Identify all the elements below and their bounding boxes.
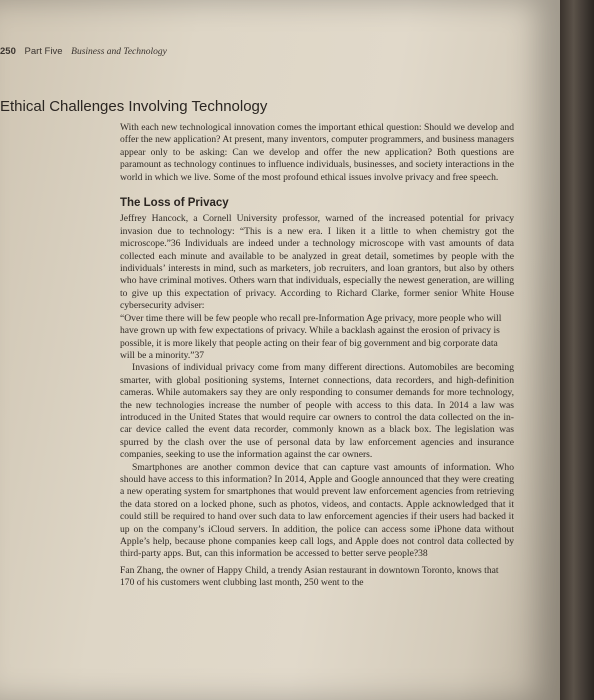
body-text [120, 122, 514, 590]
paragraph-2: Invasions of individual privacy come from many different directions. Automobiles are becoming smarter, with global positioning systems, Internet connections, data recorders, and high-definition cameras. While automakers say they are only responding to consumer demands for more technology, the new technologies increase the number of people with access to this data. In 2014 a law was introduced in the United States that would require car owners to control the data collected on the in-car device called the event data recorder, commonly known as a black box. The legislation was spurred by the clash over the use of personal data by law enforcement agencies and insurance companies, seeking to use the information against the car owners. [120, 362, 514, 461]
block-quote: “Over time there will be few people who recall pre-Information Age privacy, more people who will have grown up with few expectations of privacy. While a backlash against the erosion of privacy is possible, it is more likely that people acting on their fear of big government and big corporate data will be a minority.”37 [120, 312, 502, 361]
subheading: The Loss of Privacy [120, 197, 229, 210]
paragraph-1: Jeffrey Hancock, a Cornell University professor, warned of the increased potential for privacy invasion due to technology: “This is a new era. I liken it a little to when chemistry got the microscope.”36 Individuals are indeed under a technology microscope with vast amounts of data collected each minute and available to be analyzed in great detail, sometimes by people with the individuals’ interests in mind, such as marketers, job recruiters, and loan grantors, but also by others who have criminal motives. Others warn that individuals, especially the newest generation, are willing to give up this expectation of privacy. According to Richard Clarke, former senior White House cybersecurity adviser: [120, 213, 514, 312]
intro-paragraph: With each new technological innovation comes the important ethical question: Should we develop and offer the new application? At present, many inventors, computer programmers, and business managers appear only to be asking: Can we develop and offer the new application? Both questions are paramount as technology continues to influence individuals, businesses, and society interactions in the world in which we live. Some of the most profound ethical issues involve privacy and free speech. [120, 122, 514, 183]
chapter-heading: Ethical Challenges Involving Technology [0, 98, 268, 115]
running-header [0, 46, 167, 57]
part-label: Part Five [24, 46, 63, 57]
section-label: Business and Technology [71, 47, 167, 57]
paragraph-3: Smartphones are another common device that can capture vast amounts of information. Who should have access to this information? In 2014, Apple and Google announced that they were creating a new operating system for smartphones that would prevent law enforcement agencies from retrieving the data stored on a locked phone, such as photos, videos, and contacts. Apple acknowledged that it could still be required to hand over such data to law enforcement agencies if their users had backed it up on the company’s iCloud servers. In addition, the police can access some iPhone data without Apple’s help, because phone companies keep call logs, and Apple does not control data collected by third-party apps. But, can this information be accessed to better serve people?38 [120, 461, 514, 560]
paragraph-4: Fan Zhang, the owner of Happy Child, a trendy Asian restaurant in downtown Toronto, knows that 170 of his customers went clubbing last month, 250 went to the [120, 564, 499, 589]
page-number: 250 [0, 46, 16, 57]
book-spine-shadow [560, 0, 594, 700]
